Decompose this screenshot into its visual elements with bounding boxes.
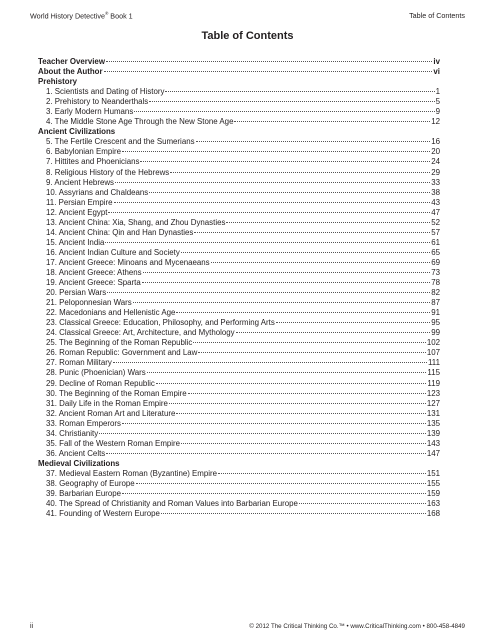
toc-entry[interactable]: [38, 107, 440, 117]
toc-page-number: 159: [426, 489, 440, 499]
toc-entry-title: 25. The Beginning of the Roman Republic: [46, 338, 193, 348]
toc-entry-title: 31. Daily Life in the Roman Empire: [46, 398, 168, 408]
toc-section-label: Prehistory: [38, 77, 78, 87]
toc-page-number: iv: [433, 57, 440, 66]
dot-leader: [211, 261, 431, 263]
toc-page-number: 99: [431, 328, 440, 338]
dot-leader: [122, 150, 430, 152]
toc-section-label: Ancient Civilizations: [38, 127, 116, 137]
toc-entry[interactable]: [38, 137, 440, 147]
toc-entry[interactable]: [38, 198, 440, 208]
toc-page-number: 115: [427, 368, 440, 378]
toc-section-heading: [38, 77, 440, 87]
toc-entry[interactable]: [38, 489, 440, 499]
toc-entry-title: 5. The Fertile Crescent and the Sumerians: [46, 137, 195, 147]
toc-page-number: 151: [426, 468, 440, 478]
toc-entry[interactable]: [38, 348, 440, 358]
toc-entry[interactable]: [38, 409, 440, 419]
toc-entry-title: 3. Early Modern Humans: [46, 107, 134, 117]
dot-leader: [176, 412, 425, 414]
toc-entry[interactable]: [38, 147, 440, 157]
dot-leader: [193, 341, 425, 343]
toc-entry[interactable]: [38, 188, 440, 198]
dot-leader: [105, 241, 430, 243]
toc-page-number: 82: [431, 288, 440, 298]
toc-entry-title: 7. Hittites and Phoenicians: [46, 157, 140, 167]
dot-leader: [147, 371, 427, 373]
dot-leader: [122, 492, 426, 494]
dot-leader: [108, 211, 430, 213]
toc-page-number: 24: [431, 157, 440, 167]
dot-leader: [188, 392, 426, 394]
dot-leader: [169, 402, 426, 404]
dot-leader: [149, 191, 430, 193]
toc-page-number: 78: [431, 278, 440, 288]
toc-page-number: 163: [426, 499, 440, 509]
toc-entry-title: 21. Peloponnesian Wars: [46, 298, 132, 308]
toc-entry[interactable]: [38, 419, 440, 429]
dot-leader: [236, 331, 431, 333]
toc-entry[interactable]: [38, 87, 440, 97]
dot-leader: [106, 60, 432, 62]
table-of-contents: [38, 57, 440, 519]
dot-leader: [122, 422, 426, 424]
dot-leader: [143, 271, 431, 273]
toc-entry[interactable]: [38, 298, 440, 308]
dot-leader: [140, 160, 430, 162]
toc-entry[interactable]: [38, 368, 440, 378]
toc-page-number: 123: [426, 388, 440, 398]
toc-entry-title: 19. Ancient Greece: Sparta: [46, 278, 141, 288]
dot-leader: [194, 231, 430, 233]
toc-entry[interactable]: [38, 178, 440, 188]
toc-entry-title: 14. Ancient China: Qin and Han Dynasties: [46, 227, 194, 237]
toc-entry-title: 39. Barbarian Europe: [46, 489, 122, 499]
dot-leader: [181, 251, 430, 253]
toc-entry-title: 1. Scientists and Dating of History: [46, 87, 165, 97]
toc-entry[interactable]: [38, 258, 440, 268]
toc-entry-title: About the Author: [38, 67, 103, 77]
dot-leader: [176, 311, 430, 313]
dot-leader: [218, 472, 426, 474]
toc-page-number: 61: [431, 237, 440, 247]
toc-page-number: 16: [431, 137, 440, 147]
dot-leader: [181, 442, 426, 444]
toc-entry-title: 38. Geography of Europe: [46, 478, 135, 488]
toc-page-number: 139: [426, 428, 440, 438]
toc-page-number: 168: [426, 509, 440, 519]
toc-entry-title: 6. Babylonian Empire: [46, 147, 122, 157]
toc-page-number: 52: [431, 217, 440, 227]
toc-page-number: 57: [431, 227, 440, 237]
toc-page-number: 87: [431, 298, 440, 308]
toc-page-number: 143: [426, 438, 440, 448]
page-header: [30, 11, 465, 20]
toc-entry-title: 41. Founding of Western Europe: [46, 509, 160, 519]
toc-page-number: 111: [428, 358, 440, 368]
dot-leader: [156, 382, 427, 384]
toc-entry-title: 37. Medieval Eastern Roman (Byzantine) Empire: [46, 468, 218, 478]
toc-entry[interactable]: [38, 439, 440, 449]
toc-entry[interactable]: [38, 318, 440, 328]
dot-leader: [165, 90, 434, 92]
toc-entry[interactable]: [38, 248, 440, 258]
toc-entry[interactable]: [38, 389, 440, 399]
toc-page-number: 119: [427, 378, 440, 388]
dot-leader: [149, 100, 434, 102]
toc-entry-title: 4. The Middle Stone Age Through the New Stone Age: [46, 117, 234, 127]
toc-entry-title: 2. Prehistory to Neanderthals: [46, 97, 149, 107]
toc-page-number: vi: [433, 67, 440, 77]
toc-entry-title: 12. Ancient Egypt: [46, 207, 108, 217]
toc-page-number: 5: [435, 97, 440, 107]
toc-page-number: 147: [426, 448, 440, 458]
toc-entry[interactable]: [38, 97, 440, 107]
toc-section-heading: [38, 459, 440, 469]
toc-entry[interactable]: [38, 117, 440, 127]
toc-page-number: 107: [426, 348, 440, 358]
toc-page-number: 127: [426, 398, 440, 408]
toc-entry-title: 30. The Beginning of the Roman Empire: [46, 388, 187, 398]
toc-entry-title: 40. The Spread of Christianity and Roman Values into Barbarian Europe: [46, 499, 298, 509]
toc-page-number: 1: [435, 87, 440, 97]
toc-entry-title: 26. Roman Republic: Government and Law: [46, 348, 198, 358]
toc-entry[interactable]: [38, 218, 440, 228]
dot-leader: [99, 432, 426, 434]
dot-leader: [196, 140, 431, 142]
book-title: World History Detective® Book 1: [30, 11, 133, 21]
toc-entry-title: 22. Macedonians and Hellenistic Age: [46, 308, 176, 318]
dot-leader: [234, 120, 430, 122]
toc-entry[interactable]: [38, 228, 440, 238]
toc-page-number: 91: [431, 308, 440, 318]
toc-entry-title: 27. Roman Military: [46, 358, 112, 368]
dot-leader: [299, 502, 426, 504]
toc-page-number: 135: [426, 418, 440, 428]
toc-entry[interactable]: [38, 449, 440, 459]
toc-entry-title: 24. Classical Greece: Art, Architecture, and Mythology: [46, 328, 235, 338]
toc-page-number: 38: [431, 187, 440, 197]
toc-entry[interactable]: [38, 479, 440, 489]
toc-entry[interactable]: [38, 208, 440, 218]
toc-page-number: 12: [431, 117, 440, 127]
toc-section-heading: [38, 127, 440, 137]
page-number: ii: [30, 623, 34, 630]
dot-leader: [170, 171, 430, 173]
registered-mark: ®: [104, 11, 109, 16]
toc-entry[interactable]: [38, 288, 440, 298]
toc-entry-title: 8. Religious History of the Hebrews: [46, 167, 170, 177]
toc-page-number: 9: [435, 107, 440, 117]
toc-entry-title: 23. Classical Greece: Education, Philosophy, and Performing Arts: [46, 318, 275, 328]
toc-page-number: 47: [431, 207, 440, 217]
toc-entry[interactable]: [38, 308, 440, 318]
toc-entry[interactable]: [38, 379, 440, 389]
dot-leader: [107, 291, 430, 293]
toc-entry-title: 13. Ancient China: Xia, Shang, and Zhou Dynasties: [46, 217, 226, 227]
toc-entry[interactable]: [38, 499, 440, 509]
toc-page-number: 43: [431, 197, 440, 207]
toc-page-number: 102: [426, 338, 440, 348]
toc-entry[interactable]: [38, 358, 440, 368]
dot-leader: [106, 452, 426, 454]
toc-entry[interactable]: [38, 469, 440, 479]
toc-entry[interactable]: [38, 268, 440, 278]
dot-leader: [114, 201, 431, 203]
dot-leader: [134, 110, 434, 112]
toc-entry-title: 29. Decline of Roman Republic: [46, 378, 155, 388]
toc-entry-title: 32. Ancient Roman Art and Literature: [46, 408, 176, 418]
toc-entry[interactable]: [38, 57, 440, 67]
dot-leader: [115, 181, 430, 183]
toc-page-number: 33: [431, 177, 440, 187]
toc-entry-title: 28. Punic (Phoenician) Wars: [46, 368, 146, 378]
dot-leader: [142, 281, 430, 283]
copyright-footer: © 2012 The Critical Thinking Co.™ • www.CriticalThinking.com • 800-458-4849: [249, 623, 465, 630]
toc-entry-title: 36. Ancient Celts: [46, 448, 106, 458]
toc-section-label: Medieval Civilizations: [38, 458, 120, 468]
toc-page-number: 155: [426, 478, 440, 488]
toc-entry-title: 34. Christianity: [46, 428, 99, 438]
toc-page-number: 65: [431, 247, 440, 257]
dot-leader: [161, 512, 426, 514]
toc-entry[interactable]: [38, 67, 440, 77]
toc-entry-title: 10. Assyrians and Chaldeans: [46, 187, 149, 197]
toc-entry-title: 15. Ancient India: [46, 237, 105, 247]
dot-leader: [104, 70, 433, 72]
toc-page-number: 20: [431, 147, 440, 157]
toc-entry-title: 11. Persian Empire: [46, 197, 113, 207]
toc-entry-title: 33. Roman Emperors: [46, 418, 121, 428]
toc-page-number: 131: [426, 408, 440, 418]
toc-entry-title: 9. Ancient Hebrews: [46, 177, 114, 187]
toc-page-number: 95: [431, 318, 440, 328]
toc-page-number: 29: [431, 167, 440, 177]
toc-entry[interactable]: [38, 168, 440, 178]
toc-entry[interactable]: [38, 338, 440, 348]
toc-page-number: 69: [431, 257, 440, 267]
dot-leader: [198, 351, 426, 353]
toc-entry[interactable]: [38, 509, 440, 519]
toc-entry-title: 35. Fall of the Western Roman Empire: [46, 438, 181, 448]
dot-leader: [136, 482, 426, 484]
toc-entry-title: Teacher Overview: [38, 57, 105, 66]
toc-entry[interactable]: [38, 328, 440, 338]
toc-entry[interactable]: [38, 238, 440, 248]
toc-page-number: 73: [431, 267, 440, 277]
toc-entry[interactable]: [38, 157, 440, 167]
toc-entry[interactable]: [38, 399, 440, 409]
toc-entry[interactable]: [38, 278, 440, 288]
dot-leader: [133, 301, 431, 303]
dot-leader: [276, 321, 430, 323]
header-section-title: Table of Contents: [409, 11, 465, 20]
toc-entry-title: 18. Ancient Greece: Athens: [46, 267, 142, 277]
toc-entry-title: 17. Ancient Greece: Minoans and Mycenaeans: [46, 257, 210, 267]
toc-entry-title: 20. Persian Wars: [46, 288, 107, 298]
toc-entry[interactable]: [38, 429, 440, 439]
page-title: Table of Contents: [201, 30, 294, 42]
toc-entry-title: 16. Ancient Indian Culture and Society: [46, 247, 180, 257]
dot-leader: [226, 221, 430, 223]
dot-leader: [113, 361, 427, 363]
